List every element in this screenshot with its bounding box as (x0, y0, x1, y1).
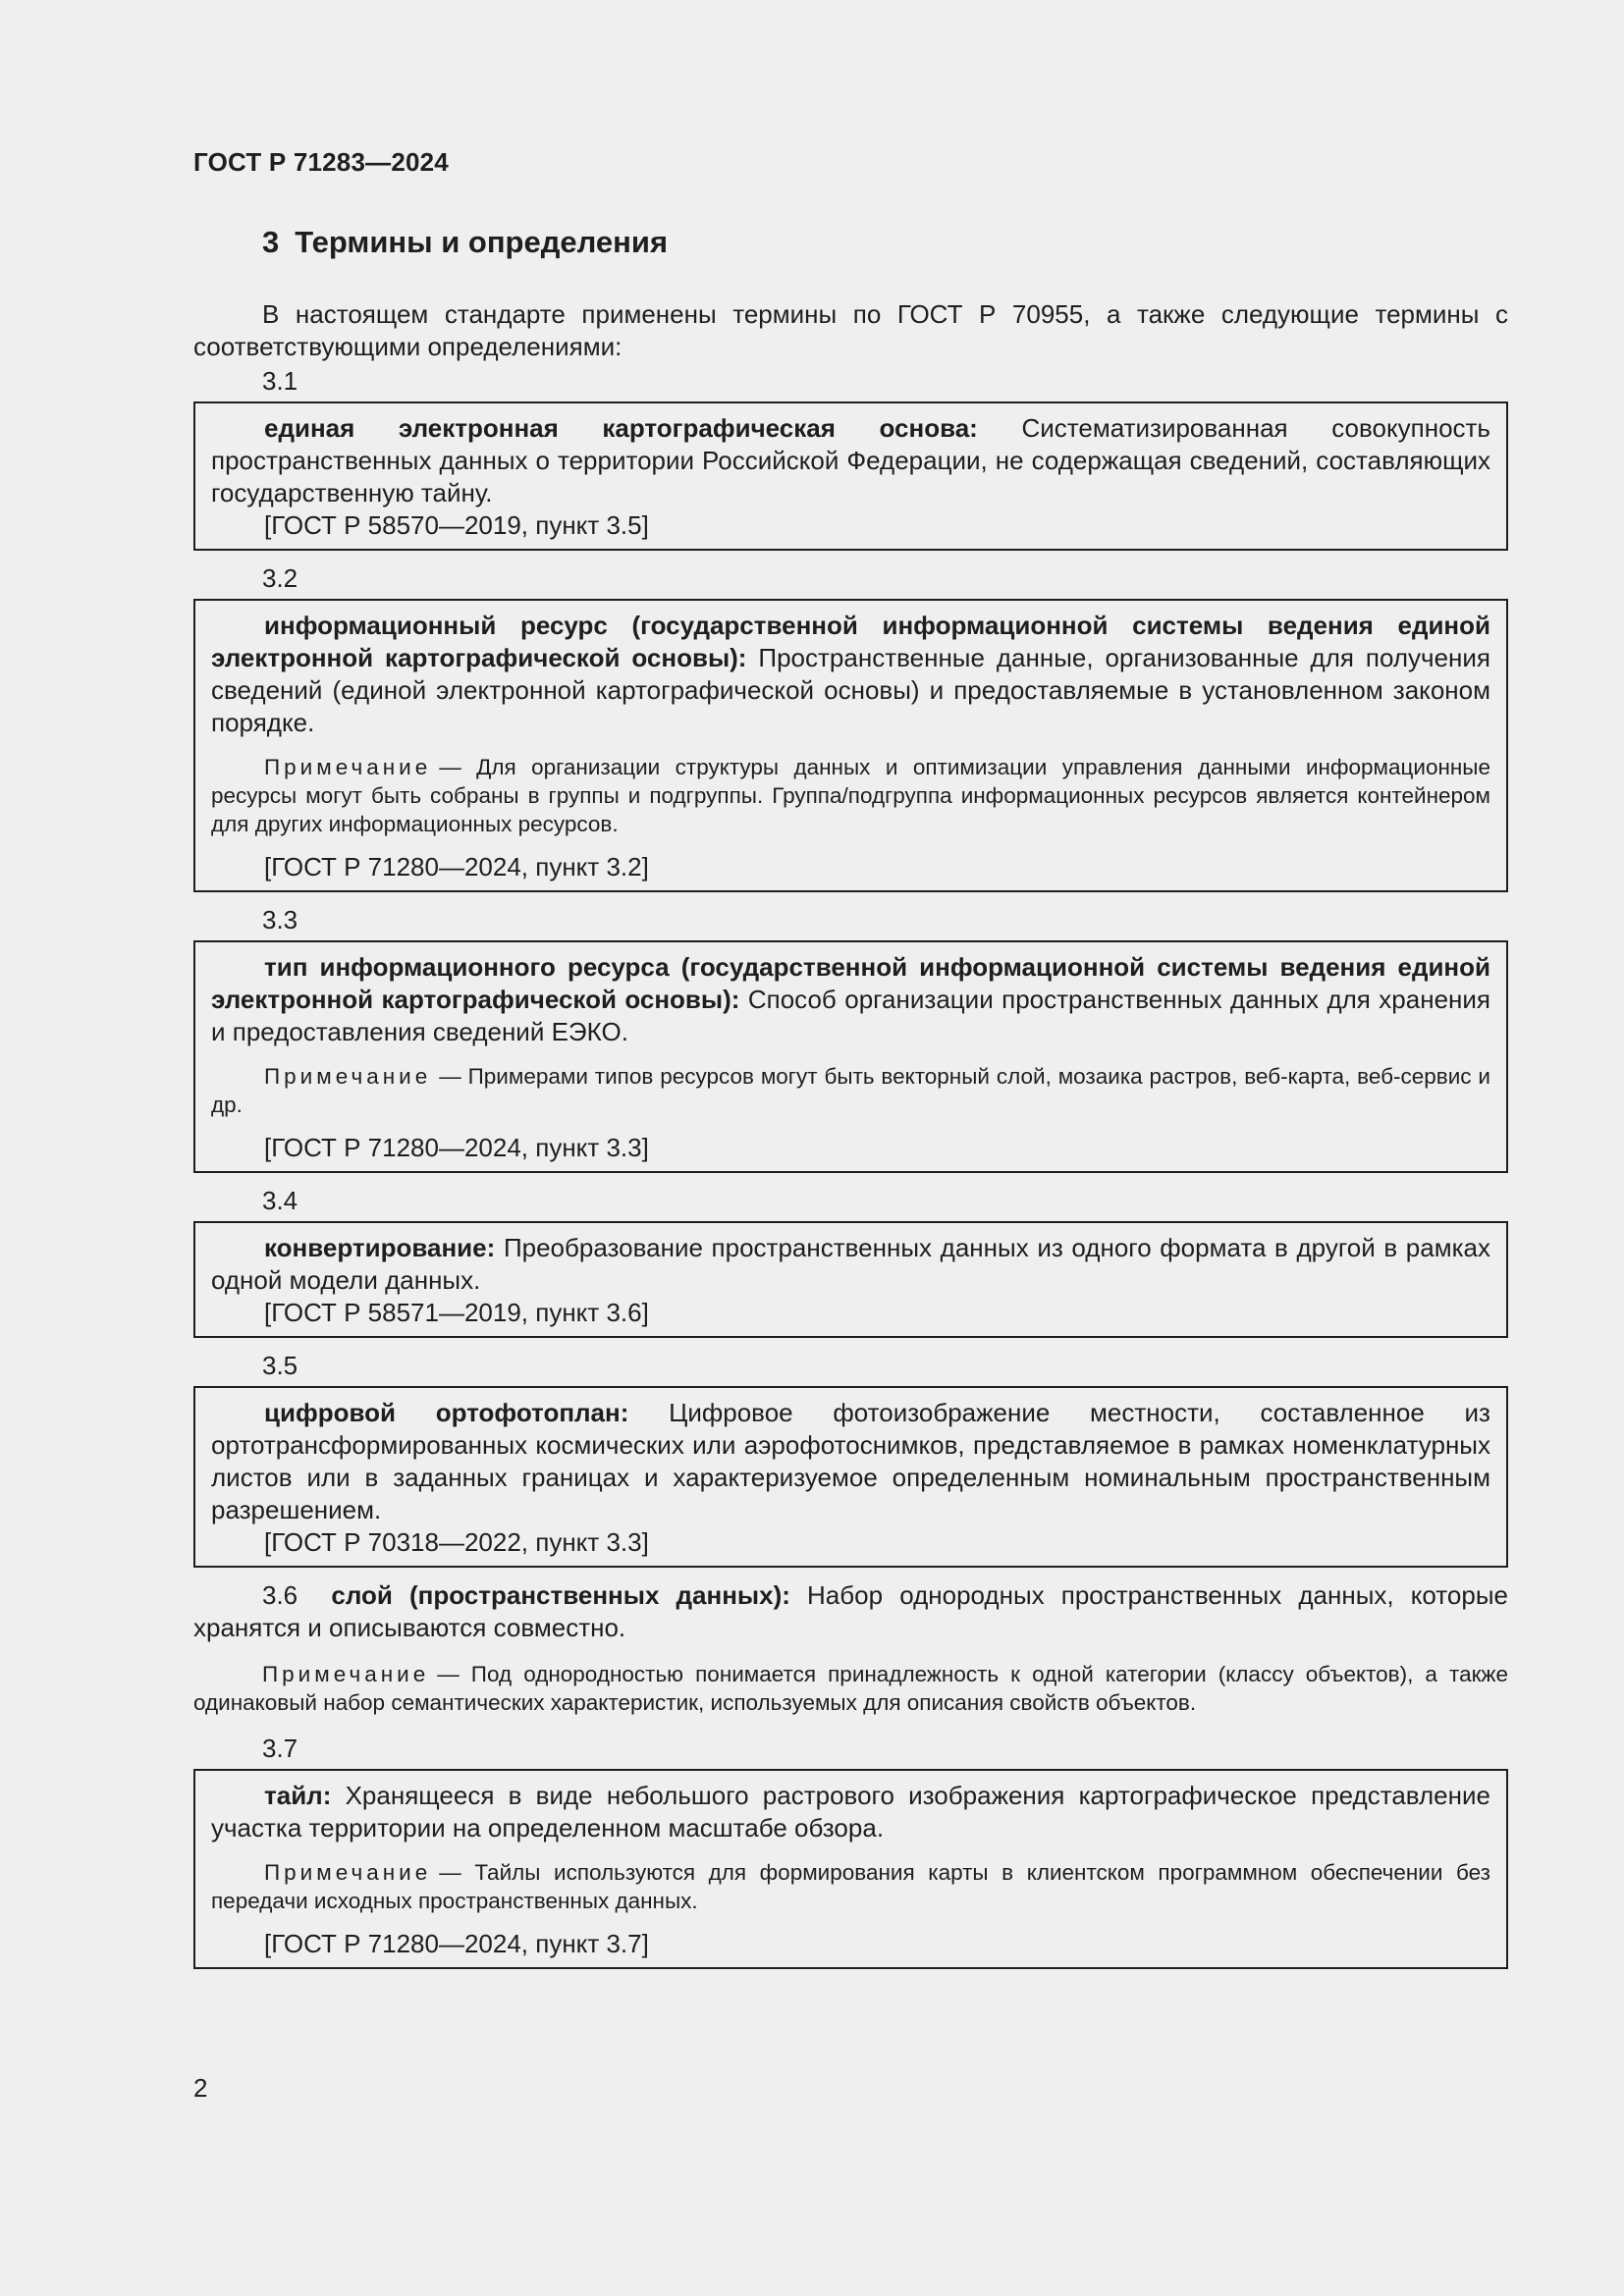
term-name: тайл: (264, 1781, 332, 1810)
section-number: 3 (262, 225, 280, 259)
definition-text: Преобразование пространственных данных из одного формата в другой в рамках одной модели данных. (211, 1233, 1490, 1295)
term-number-inline: 3.6 (262, 1580, 298, 1610)
term-number: 3.7 (262, 1734, 298, 1763)
term-definition (211, 1780, 1490, 1844)
note-label: Примечание (264, 1860, 432, 1885)
term-number: 3.1 (262, 366, 298, 396)
note-label: Примечание (262, 1662, 430, 1686)
term-number: 3.4 (262, 1186, 298, 1215)
term-entry-unboxed (193, 1579, 1508, 1717)
page-content (193, 222, 1508, 1981)
document-header: ГОСТ Р 71283—2024 (193, 147, 449, 177)
term-box (193, 940, 1508, 1173)
term-name: слой (пространственных данных): (331, 1580, 790, 1610)
term-name: конвертирование: (264, 1233, 496, 1262)
section-title (193, 222, 1508, 263)
definition-text: Пространственные данные, организованные для получения сведений (единой электронной картографической основы) и предоставляемые в установленном законом порядке. (211, 643, 1491, 737)
term-definition (211, 1232, 1490, 1297)
term-definition (211, 610, 1490, 739)
note-text: — Для организации структуры данных и оптимизации управления данными информационные ресурсы могут быть собраны в группы и подгруппы. Группа/подгруппа информационных ресурсов является контейнером для других информационных ресурсов. (211, 755, 1490, 836)
term-number: 3.3 (262, 905, 298, 934)
page-number: 2 (193, 2073, 208, 2103)
note-text: — Под однородностью понимается принадлежность к одной категории (классу объектов), а также одинаковый набор семантических характеристик, используемых для описания свойств объектов. (193, 1662, 1508, 1715)
term-definition (193, 1579, 1508, 1644)
term-name: тип информационного ресурса (государственной информационной системы ведения единой электронной картографической основы): (211, 952, 1490, 1014)
term-source: [ГОСТ Р 58570—2019, пункт 3.5] (264, 510, 649, 540)
term-box (193, 401, 1508, 551)
term-definition (211, 1397, 1490, 1526)
term-note (211, 753, 1490, 838)
definition-text: Способ организации пространственных данных для хранения и предоставления сведений ЕЭКО. (211, 985, 1490, 1046)
definition-text: Систематизированная совокупность пространственных данных о территории Российской Федерации, не содержащая сведений, составляющих государственную тайну. (211, 413, 1490, 507)
term-source: [ГОСТ Р 58571—2019, пункт 3.6] (264, 1298, 649, 1327)
note-text: — Примерами типов ресурсов могут быть векторный слой, мозаика растров, веб-карта, веб-сервис и др. (211, 1064, 1490, 1117)
definition-text: Цифровое фотоизображение местности, составленное из ортотрансформированных космических или аэрофотоснимков, представляемое в рамках номенклатурных листов или в заданных границах и характеризуемое определенным номинальным пространственным разрешением. (211, 1398, 1490, 1524)
term-name: цифровой ортофотоплан: (264, 1398, 629, 1427)
term-source: [ГОСТ Р 71280—2024, пункт 3.7] (264, 1929, 649, 1958)
term-box (193, 1386, 1508, 1568)
term-note (193, 1660, 1508, 1717)
term-note (211, 1858, 1490, 1915)
note-label: Примечание (264, 1064, 432, 1089)
term-source: [ГОСТ Р 70318—2022, пункт 3.3] (264, 1527, 649, 1557)
term-note (211, 1062, 1490, 1119)
term-source: [ГОСТ Р 71280—2024, пункт 3.3] (264, 1133, 649, 1162)
section-title-text: Термины и определения (295, 225, 669, 259)
section-intro: В настоящем стандарте применены термины по ГОСТ Р 70955, а также следующие термины с соответствующими определениями: (193, 299, 1508, 361)
term-box (193, 1221, 1508, 1338)
term-number: 3.2 (262, 563, 298, 593)
definition-text: Хранящееся в виде небольшого растрового изображения картографическое представление участка территории на определенном масштабе обзора. (211, 1781, 1490, 1842)
term-name: информационный ресурс (государственной информационной системы ведения единой электронной картографической основы): (211, 611, 1490, 672)
definition-text: Набор однородных пространственных данных, которые хранятся и описываются совместно. (193, 1580, 1508, 1642)
note-label: Примечание (264, 755, 432, 779)
term-number: 3.5 (262, 1351, 298, 1380)
term-name: единая электронная картографическая основа: (264, 413, 978, 443)
term-definition (211, 951, 1490, 1048)
term-box (193, 599, 1508, 892)
term-source: [ГОСТ Р 71280—2024, пункт 3.2] (264, 852, 649, 881)
note-text: — Тайлы используются для формирования карты в клиентском программном обеспечении без передачи исходных пространственных данных. (211, 1860, 1490, 1913)
term-definition (211, 412, 1490, 509)
term-box (193, 1769, 1508, 1969)
